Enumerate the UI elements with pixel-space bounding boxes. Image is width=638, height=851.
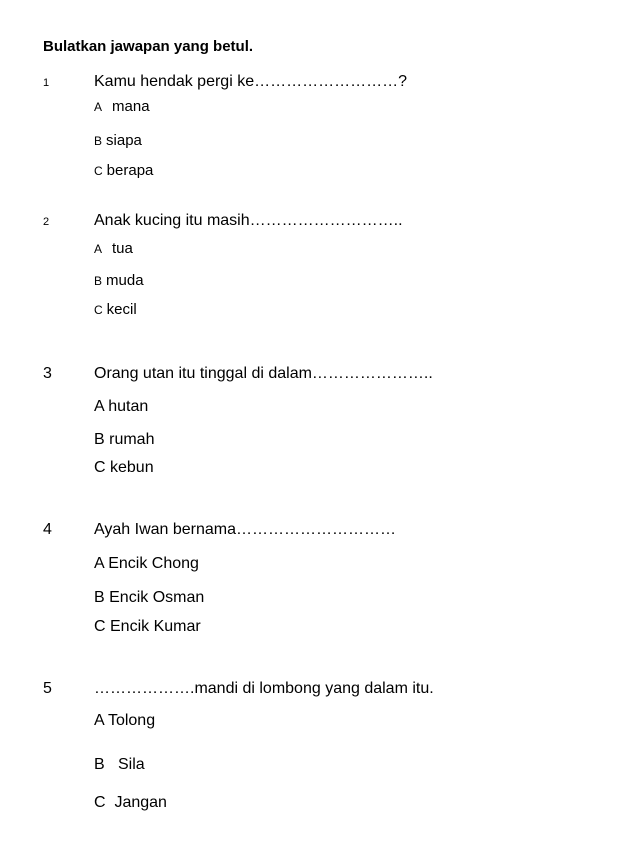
option-letter: A	[94, 100, 103, 114]
option-text: mana	[112, 98, 150, 115]
option-letter: A	[94, 242, 103, 256]
option-letter: B	[94, 134, 103, 148]
option-letter: C	[94, 303, 103, 317]
question-number: 1	[43, 77, 50, 89]
question-number: 2	[43, 216, 50, 228]
option-text: berapa	[106, 162, 154, 179]
option-b[interactable]	[94, 133, 142, 149]
question-number: 3	[43, 365, 52, 382]
option-a[interactable]	[94, 241, 133, 257]
option-a[interactable]: A hutan	[94, 398, 149, 415]
question-text: Orang utan itu tinggal di dalam…………………..	[94, 365, 433, 382]
option-text: kecil	[106, 301, 137, 318]
option-a[interactable]: A Tolong	[94, 712, 156, 729]
option-text: muda	[106, 272, 144, 289]
question-text: Anak kucing itu masih………………………..	[94, 212, 403, 229]
option-text: tua	[112, 240, 133, 257]
option-text: siapa	[106, 132, 142, 149]
option-b[interactable]: B Sila	[94, 756, 145, 773]
option-c[interactable]: C Jangan	[94, 794, 167, 811]
instruction-heading: Bulatkan jawapan yang betul.	[43, 38, 254, 55]
question-text: Kamu hendak pergi ke………………………?	[94, 73, 407, 90]
option-b[interactable]: B Encik Osman	[94, 589, 205, 606]
question-number: 5	[43, 680, 52, 697]
option-c[interactable]: C kebun	[94, 459, 154, 476]
option-c[interactable]	[94, 302, 137, 318]
option-a[interactable]: A Encik Chong	[94, 555, 199, 572]
option-c[interactable]	[94, 163, 153, 179]
question-text: ……………….mandi di lombong yang dalam itu.	[94, 680, 434, 697]
option-c[interactable]: C Encik Kumar	[94, 618, 201, 635]
option-letter: C	[94, 164, 103, 178]
option-a[interactable]	[94, 99, 150, 115]
question-number: 4	[43, 521, 52, 538]
option-b[interactable]: B rumah	[94, 431, 155, 448]
option-letter: B	[94, 274, 103, 288]
option-b[interactable]	[94, 273, 144, 289]
question-text: Ayah Iwan bernama…………………………	[94, 521, 397, 538]
